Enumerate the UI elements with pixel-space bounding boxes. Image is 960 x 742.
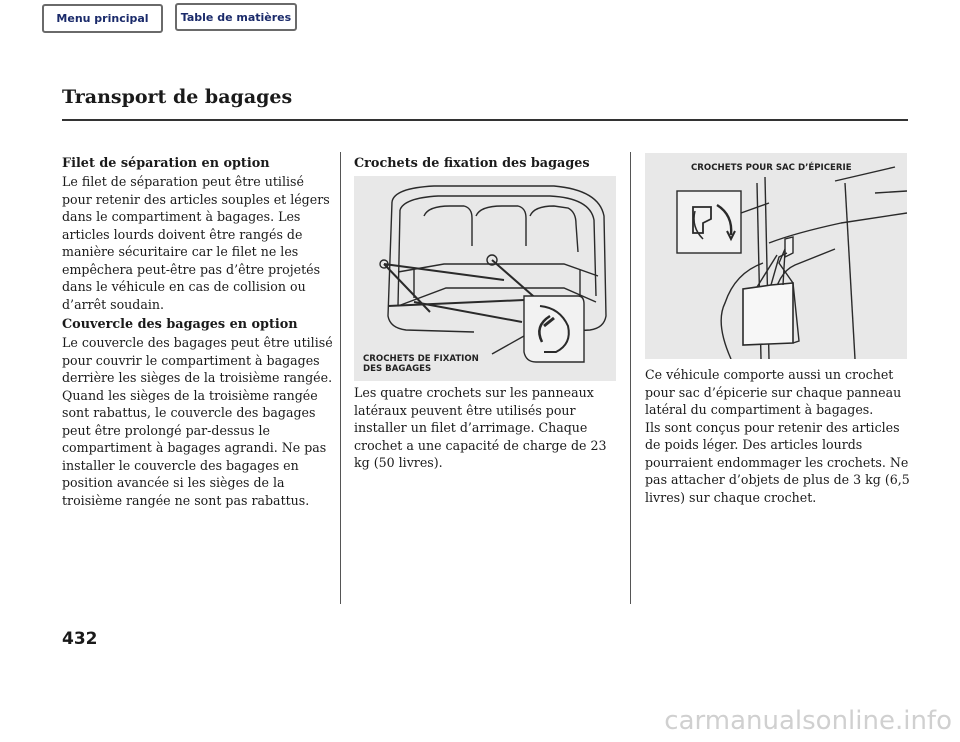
cargo-hooks-figure-label: [363, 354, 479, 374]
cargo-hooks-label-line1: CROCHETS DE FIXATION: [363, 354, 479, 364]
cargo-cover-heading: Couvercle des bagages en option: [62, 317, 298, 332]
cargo-hooks-label-line2: DES BAGAGES: [363, 364, 432, 374]
grocery-hooks-figure-label: CROCHETS POUR SAC D’ÉPICERIE: [691, 163, 852, 173]
grocery-hooks-drawing: [645, 153, 907, 359]
page-number: 432: [62, 629, 98, 649]
grocery-bag-hooks-illustration: [645, 153, 907, 359]
section-partition-net-and-cover: [62, 155, 334, 509]
cargo-hooks-heading: Crochets de fixation des bagages: [354, 156, 590, 171]
cargo-hooks-text-block: [354, 384, 624, 472]
partition-net-text: Le filet de séparation peut être utilisé pour retenir des articles souples et légers dans le compartiment à bagages. Les articles lourds doivent être rangés de manière sécuritaire car le filet ne les empêchera peut-être pas d’être projetés dans le véhicule en cas de collision ou d’arrêt soudain.: [62, 174, 330, 312]
cargo-cover-text: Le couvercle des bagages peut être utilisé pour couvrir le compartiment à bagages derrière les sièges de la troisième rangée. Quand les sièges de la troisième rangée sont rabattus, le couvercle des bagages peut être prolongé par-dessus le compartiment à bagages agrandi. Ne pas installer le couvercle des bagages en position avancée si les sièges de la troisième rangée ne sont pas rabattus.: [62, 335, 333, 508]
column-divider-2: [630, 152, 631, 604]
cargo-area-drawing: [354, 176, 616, 381]
grocery-hooks-text-block: [645, 366, 910, 506]
cargo-hooks-text: Les quatre crochets sur les panneaux latéraux peuvent être utilisés pour installer un filet d’arrimage. Chaque crochet a une capacité de charge de 23 kg (50 livres).: [354, 385, 607, 470]
grocery-hooks-text-1: Ce véhicule comporte aussi un crochet pour sac d’épicerie sur chaque panneau latéral du compartiment à bagages.: [645, 367, 902, 417]
title-divider: [62, 119, 908, 121]
main-menu-button[interactable]: Menu principal: [42, 4, 163, 33]
table-of-contents-button[interactable]: Table de matières: [175, 3, 297, 31]
partition-net-heading: Filet de séparation en option: [62, 156, 270, 171]
column-divider-1: [340, 152, 341, 604]
watermark: carmanualsonline.info: [664, 706, 952, 736]
grocery-hooks-text-2: Ils sont conçus pour retenir des articles de poids léger. Des articles lourds pourraient endommager les crochets. Ne pas attacher d’objets de plus de 3 kg (6,5 livres) sur chaque crochet.: [645, 419, 910, 505]
cargo-hooks-illustration: [354, 176, 616, 381]
page-title: Transport de bagages: [62, 86, 293, 108]
cargo-hooks-section: [354, 155, 624, 173]
